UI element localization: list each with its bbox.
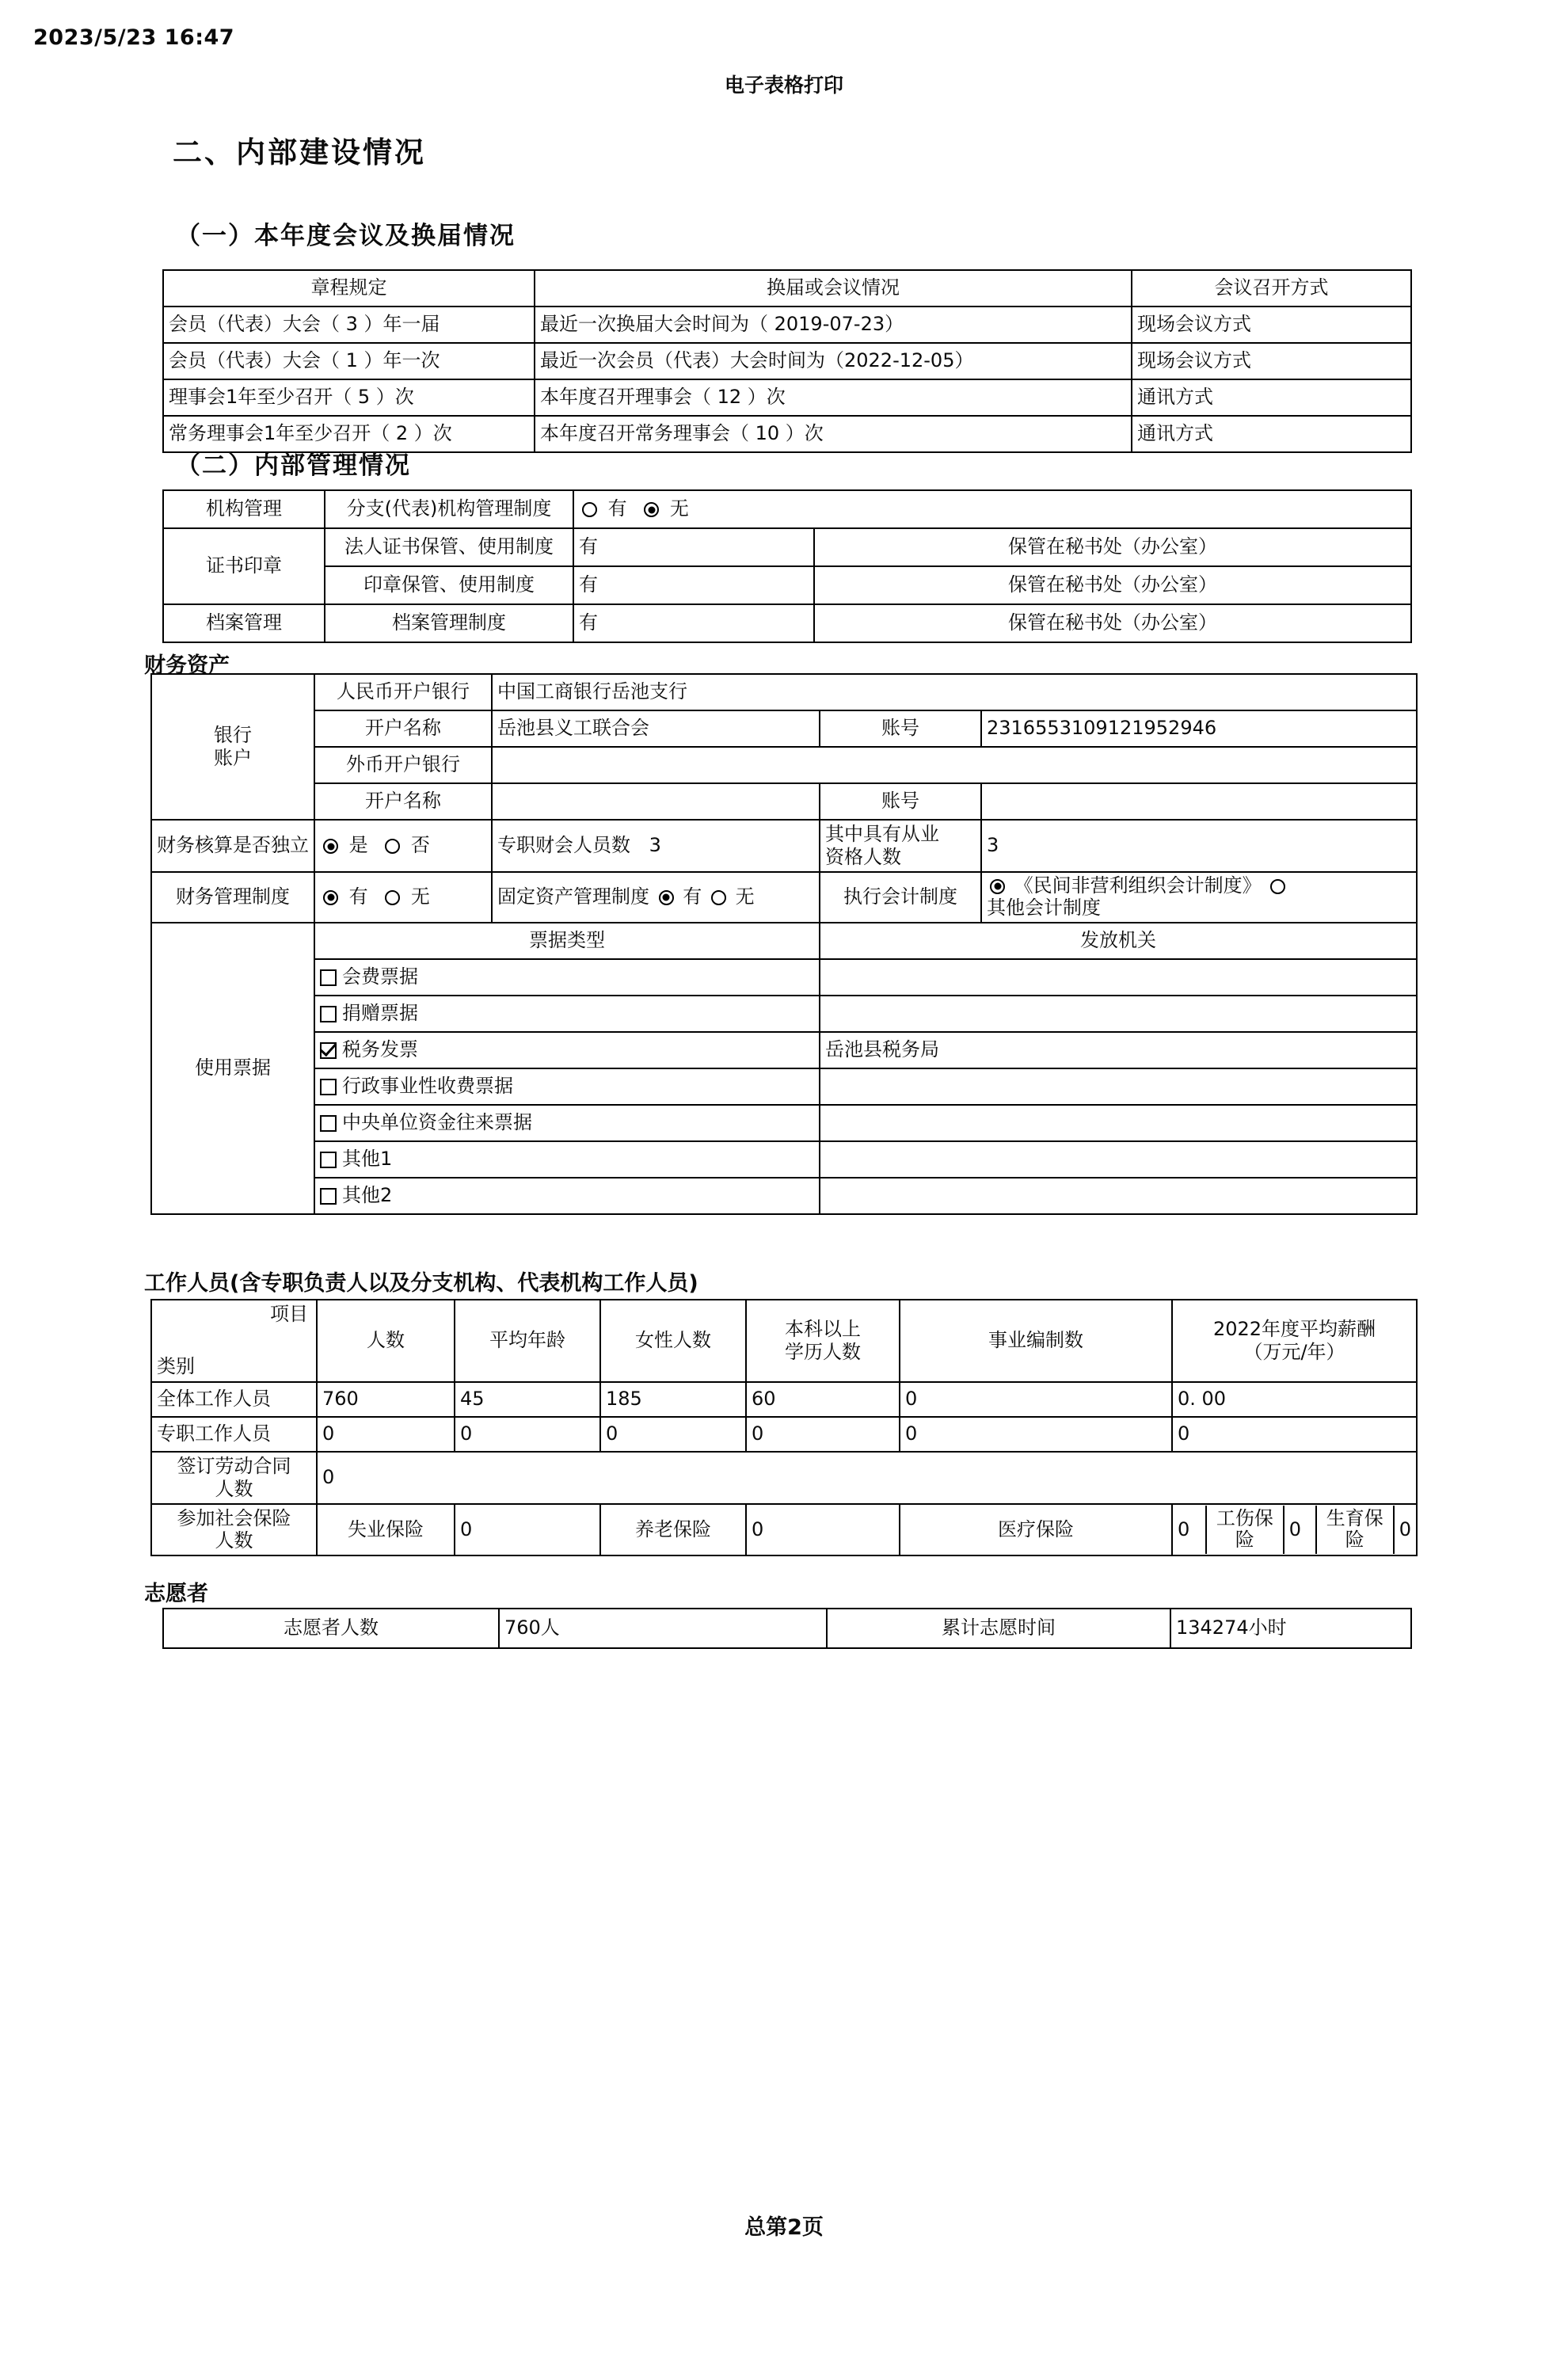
- invoice-row-donation[interactable]: 捐赠票据: [314, 996, 820, 1032]
- qualified-staff-value: 3: [981, 820, 1417, 872]
- radio-fin-system-yes-label: 有: [348, 885, 368, 908]
- fulltime-staff-female: 0: [600, 1417, 746, 1452]
- independent-accounting-label: 财务核算是否独立: [151, 820, 314, 872]
- radio-asset-yes[interactable]: [659, 890, 674, 905]
- foreign-bank-value: [492, 747, 1417, 783]
- col-rule: 章程规定: [163, 270, 535, 307]
- rule-cell: 会员（代表）大会（ 1 ）年一次: [163, 343, 535, 379]
- seal-system-location: 保管在秘书处（办公室）: [814, 566, 1411, 604]
- branch-system-label: 分支(代表)机构管理制度: [325, 490, 573, 528]
- table-row: [151, 783, 1417, 820]
- table-row: [151, 710, 1417, 747]
- qualified-staff-label: 其中具有从业 资格人数: [820, 820, 981, 872]
- checkbox-icon[interactable]: [320, 1188, 337, 1205]
- invoice-type-header: 票据类型: [314, 923, 820, 959]
- checkbox-icon[interactable]: [320, 1006, 337, 1022]
- invoice-issuer-central-fund: [820, 1105, 1417, 1141]
- seal-system-value: 有: [573, 566, 814, 604]
- situation-cell: 最近一次会员（代表）大会时间为（2022-12-05）: [535, 343, 1132, 379]
- table-header-row: [163, 270, 1411, 307]
- radio-fin-system-no[interactable]: [385, 890, 400, 905]
- invoice-issuer-tax: 岳池县税务局: [820, 1032, 1417, 1068]
- table-row: [163, 343, 1411, 379]
- invoice-issuer-header: 发放机关: [820, 923, 1417, 959]
- insurance-medical-value: 0: [1173, 1506, 1206, 1554]
- invoice-row-admin-fee[interactable]: 行政事业性收费票据: [314, 1068, 820, 1105]
- radio-independent-no-label: 否: [410, 834, 430, 856]
- staff-corner-header: 项目 类别: [151, 1300, 317, 1382]
- volunteer-count-label: 志愿者人数: [163, 1609, 499, 1648]
- all-staff-count: 760: [317, 1382, 455, 1417]
- account-name-value: 岳池县义工联合会: [492, 710, 820, 747]
- subsection-heading-1: （一）本年度会议及换届情况: [176, 222, 516, 250]
- table-row: [163, 1609, 1411, 1648]
- situation-cell: 本年度召开理事会（ 12 ）次: [535, 379, 1132, 416]
- col-avg-salary: 2022年度平均薪酬 （万元/年）: [1172, 1300, 1417, 1382]
- invoice-row-other1[interactable]: 其他1: [314, 1141, 820, 1178]
- radio-asset-no-label: 无: [735, 885, 755, 908]
- insurance-medical-label: 医疗保险: [900, 1504, 1172, 1556]
- table-row: [151, 996, 1417, 1032]
- rule-cell: 会员（代表）大会（ 3 ）年一届: [163, 307, 535, 343]
- social-insurance-label: 参加社会保险 人数: [151, 1504, 317, 1556]
- table-row: [163, 416, 1411, 452]
- section-heading-2: 二、内部建设情况: [173, 135, 426, 169]
- invoice-row-tax[interactable]: 税务发票: [314, 1032, 820, 1068]
- rmb-bank-label: 人民币开户银行: [314, 674, 492, 710]
- invoice-issuer-admin-fee: [820, 1068, 1417, 1105]
- insurance-injury-value: 0: [1284, 1506, 1316, 1554]
- table-row: [151, 747, 1417, 783]
- insurance-maternity-label: 生育保险: [1316, 1506, 1394, 1554]
- table-row: [151, 959, 1417, 996]
- volunteer-heading: 志愿者: [144, 1582, 208, 1606]
- table-row: [151, 820, 1417, 872]
- table-row: [151, 872, 1417, 923]
- finance-table: [150, 673, 1418, 1215]
- invoice-issuer-donation: [820, 996, 1417, 1032]
- table-row: [151, 1382, 1417, 1417]
- insurance-unemployment-label: 失业保险: [317, 1504, 455, 1556]
- table-header-row: [151, 1300, 1417, 1382]
- table-row: [163, 528, 1411, 566]
- insurance-maternity-value: 0: [1399, 1517, 1411, 1540]
- invoice-row-central-fund[interactable]: 中央单位资金往来票据: [314, 1105, 820, 1141]
- fulltime-staff-establishment: 0: [900, 1417, 1172, 1452]
- insurance-injury-label: 工伤保险: [1206, 1506, 1284, 1554]
- cert-system-label: 法人证书保管、使用制度: [325, 528, 573, 566]
- col-avg-age: 平均年龄: [455, 1300, 600, 1382]
- account-name-label: 开户名称: [314, 710, 492, 747]
- page-title: 电子表格打印: [724, 74, 843, 97]
- labor-contract-label: 签订劳动合同 人数: [151, 1452, 317, 1504]
- mode-cell: 现场会议方式: [1132, 343, 1411, 379]
- page-footer: 总第2页: [744, 2215, 824, 2240]
- insurance-tail-group: [1172, 1504, 1417, 1556]
- radio-branch-yes-label: 有: [607, 497, 627, 520]
- table-row: [163, 490, 1411, 528]
- rule-cell: 理事会1年至少召开（ 5 ）次: [163, 379, 535, 416]
- volunteer-count-value: 760人: [499, 1609, 827, 1648]
- col-female-count: 女性人数: [600, 1300, 746, 1382]
- financial-system-label: 财务管理制度: [151, 872, 314, 923]
- fulltime-staff-bachelor: 0: [746, 1417, 900, 1452]
- asset-system-options[interactable]: [492, 872, 820, 923]
- accounting-system-label: 执行会计制度: [820, 872, 981, 923]
- table-row: [151, 1452, 1417, 1504]
- radio-branch-no[interactable]: [644, 502, 659, 517]
- fulltime-staff-count: 0: [317, 1417, 455, 1452]
- finance-heading: 财务资产: [144, 653, 230, 678]
- cert-seal-label: 证书印章: [163, 528, 325, 604]
- mode-cell: 通讯方式: [1132, 416, 1411, 452]
- col-mode: 会议召开方式: [1132, 270, 1411, 307]
- fulltime-finance-label: 专职财会人员数: [497, 834, 630, 856]
- radio-branch-no-label: 无: [669, 497, 689, 520]
- foreign-account-name-value: [492, 783, 820, 820]
- staff-table: [150, 1299, 1418, 1556]
- all-staff-bachelor: 60: [746, 1382, 900, 1417]
- radio-fin-system-no-label: 无: [410, 885, 430, 908]
- bank-account-label: 银行 账户: [151, 674, 314, 820]
- checkbox-icon[interactable]: [320, 1152, 337, 1168]
- radio-asset-yes-label: 有: [683, 885, 702, 908]
- foreign-account-no-value: [981, 783, 1417, 820]
- checkbox-checked-icon[interactable]: [320, 1042, 337, 1059]
- internal-management-table: [162, 489, 1412, 643]
- account-no-label: 账号: [820, 710, 981, 747]
- branch-system-options[interactable]: [573, 490, 1411, 528]
- radio-asset-no[interactable]: [711, 890, 726, 905]
- foreign-account-no-label: 账号: [820, 783, 981, 820]
- radio-accounting-npo[interactable]: [990, 879, 1005, 894]
- fulltime-finance-value: 3: [649, 834, 661, 856]
- invoice-row-other2[interactable]: 其他2: [314, 1178, 820, 1214]
- invoice-issuer-other1: [820, 1141, 1417, 1178]
- table-row: [151, 1141, 1417, 1178]
- rmb-bank-value: 中国工商银行岳池支行: [492, 674, 1417, 710]
- col-count: 人数: [317, 1300, 455, 1382]
- volunteer-hours-value: 134274小时: [1170, 1609, 1411, 1648]
- col-bachelor-count: 本科以上 学历人数: [746, 1300, 900, 1382]
- archive-system-location: 保管在秘书处（办公室）: [814, 604, 1411, 642]
- mode-cell: 通讯方式: [1132, 379, 1411, 416]
- cert-system-location: 保管在秘书处（办公室）: [814, 528, 1411, 566]
- volunteer-table: [162, 1608, 1412, 1649]
- col-situation: 换届或会议情况: [535, 270, 1132, 307]
- radio-accounting-npo-label: 《民间非营利组织会计制度》: [1014, 874, 1262, 897]
- radio-fin-system-yes[interactable]: [323, 890, 338, 905]
- table-row: [151, 1032, 1417, 1068]
- table-row: [151, 1105, 1417, 1141]
- staff-heading: 工作人员(含专职负责人以及分支机构、代表机构工作人员): [144, 1271, 698, 1296]
- insurance-pension-label: 养老保险: [600, 1504, 746, 1556]
- archive-system-value: 有: [573, 604, 814, 642]
- radio-accounting-other-label: 其他会计制度: [987, 897, 1101, 920]
- table-row: [163, 566, 1411, 604]
- insurance-pension-value: 0: [746, 1504, 900, 1556]
- checkbox-icon[interactable]: [320, 1079, 337, 1095]
- fulltime-staff-salary: 0: [1172, 1417, 1417, 1452]
- archive-management-label: 档案管理: [163, 604, 325, 642]
- radio-branch-yes[interactable]: [582, 502, 597, 517]
- independent-accounting-options[interactable]: [314, 820, 492, 872]
- asset-system-label: 固定资产管理制度: [497, 885, 649, 908]
- col-establishment: 事业编制数: [900, 1300, 1172, 1382]
- financial-system-options[interactable]: [314, 872, 492, 923]
- insurance-unemployment-value: 0: [455, 1504, 600, 1556]
- table-row: [163, 307, 1411, 343]
- labor-contract-value: 0: [317, 1452, 1417, 1504]
- checkbox-icon[interactable]: [320, 969, 337, 986]
- fulltime-staff-avg-age: 0: [455, 1417, 600, 1452]
- foreign-bank-label: 外币开户银行: [314, 747, 492, 783]
- seal-system-label: 印章保管、使用制度: [325, 566, 573, 604]
- radio-independent-no[interactable]: [385, 839, 400, 854]
- row-label-fulltime-staff: 专职工作人员: [151, 1417, 317, 1452]
- table-row: [151, 1417, 1417, 1452]
- radio-accounting-other[interactable]: [1270, 879, 1285, 894]
- table-row: [151, 674, 1417, 710]
- rule-cell: 常务理事会1年至少召开（ 2 ）次: [163, 416, 535, 452]
- all-staff-female: 185: [600, 1382, 746, 1417]
- row-label-all-staff: 全体工作人员: [151, 1382, 317, 1417]
- checkbox-icon[interactable]: [320, 1115, 337, 1132]
- situation-cell: 本年度召开常务理事会（ 10 ）次: [535, 416, 1132, 452]
- invoice-usage-label: 使用票据: [151, 923, 314, 1214]
- volunteer-hours-label: 累计志愿时间: [827, 1609, 1170, 1648]
- all-staff-salary: 0. 00: [1172, 1382, 1417, 1417]
- table-row: [151, 923, 1417, 959]
- radio-independent-yes-label: 是: [348, 834, 368, 856]
- account-no-value: 2316553109121952946: [981, 710, 1417, 747]
- table-row: [163, 379, 1411, 416]
- meeting-table: [162, 269, 1412, 453]
- invoice-issuer-membership: [820, 959, 1417, 996]
- fulltime-finance-staff: [492, 820, 820, 872]
- radio-independent-yes[interactable]: [323, 839, 338, 854]
- accounting-system-options[interactable]: [981, 872, 1417, 923]
- foreign-account-name-label: 开户名称: [314, 783, 492, 820]
- archive-system-label: 档案管理制度: [325, 604, 573, 642]
- table-row: [151, 1504, 1417, 1556]
- mode-cell: 现场会议方式: [1132, 307, 1411, 343]
- situation-cell: 最近一次换届大会时间为（ 2019-07-23）: [535, 307, 1132, 343]
- org-management-label: 机构管理: [163, 490, 325, 528]
- table-row: [163, 604, 1411, 642]
- print-timestamp: 2023/5/23 16:47: [33, 25, 235, 50]
- table-row: [151, 1068, 1417, 1105]
- all-staff-establishment: 0: [900, 1382, 1172, 1417]
- invoice-issuer-other2: [820, 1178, 1417, 1214]
- invoice-row-membership[interactable]: 会费票据: [314, 959, 820, 996]
- subsection-heading-2: （二）内部管理情况: [176, 451, 411, 480]
- table-row: [151, 1178, 1417, 1214]
- cert-system-value: 有: [573, 528, 814, 566]
- all-staff-avg-age: 45: [455, 1382, 600, 1417]
